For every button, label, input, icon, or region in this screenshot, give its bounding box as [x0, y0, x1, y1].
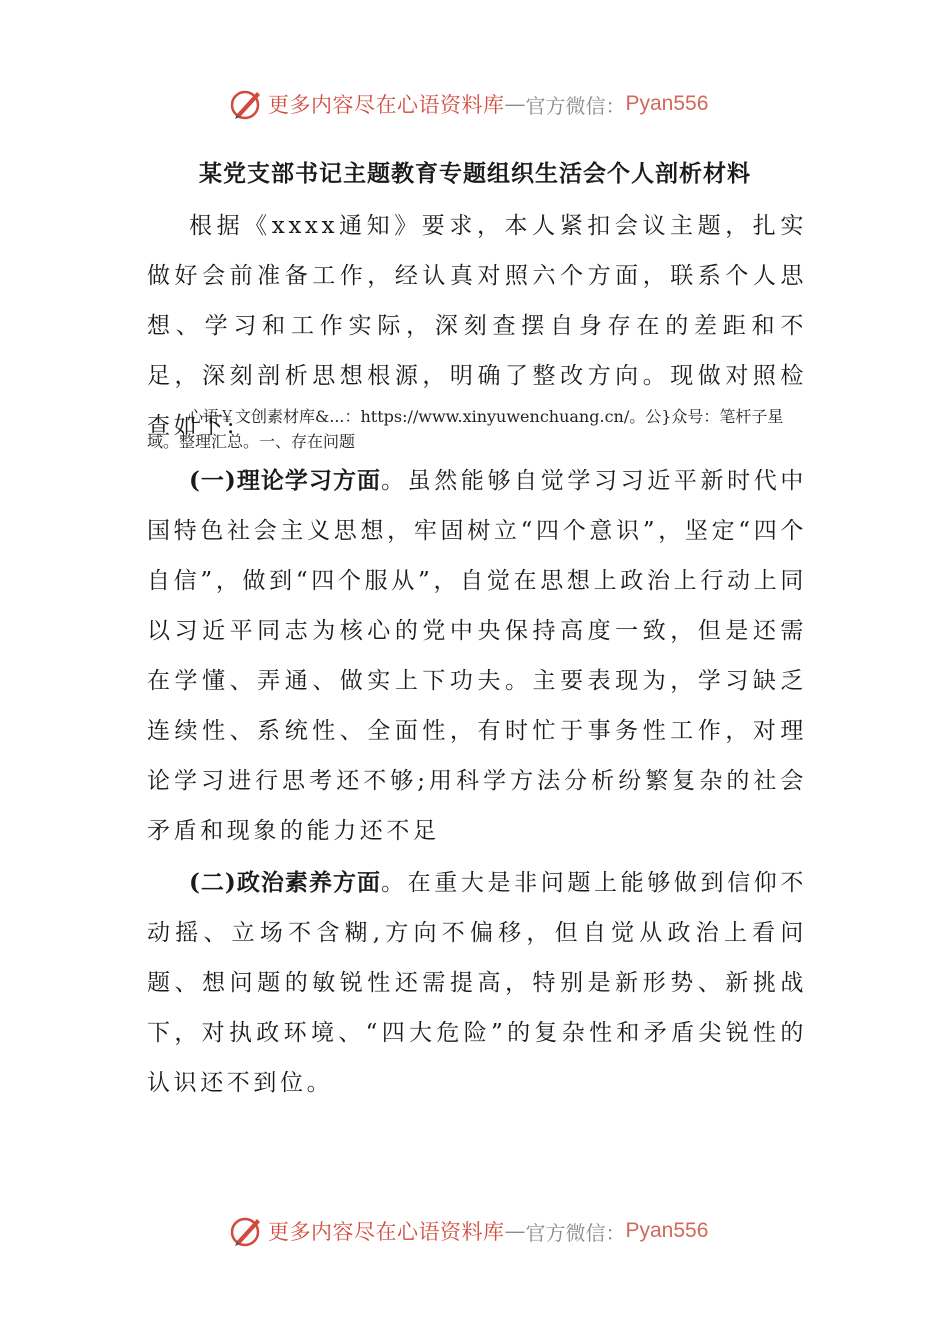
watermark-grey-text: 官方微信： — [525, 93, 626, 118]
footer-watermark — [228, 1213, 708, 1249]
source-note: 心语￥文创素材库&...：https://www.xinyuwenchuang.cn/。公}众号：笔杆子星域。整理汇总。一、存在问题 — [147, 407, 784, 451]
section-heading: (二)政治素养方面 — [189, 869, 381, 896]
watermark-id: Pyan556 — [625, 92, 709, 115]
pen-logo-icon — [228, 86, 264, 122]
watermark-red-text: 更多内容尽在心语资料库 — [268, 93, 505, 117]
watermark-grey-text: 官方微信： — [525, 1220, 626, 1245]
section-body: 。虽然能够自觉学习习近平新时代中国特色社会主义思想，牢固树立“四个意识”，坚定“四个自信”，做到“四个服从”，自觉在思想上政治上行动上同以习近平同志为核心的党中央保持高度一致，但是还需在学懂、弄通、做实上下功夫。主要表现为，学习缺乏连续性、系统性、全面性，有时忙于事务性工作，对理论学习进行思考还不够;用科学方法分析纷繁复杂的社会矛盾和现象的能力还不足 — [147, 468, 807, 844]
intro-paragraph: 根据《xxxx通知》要求，本人紧扣会议主题，扎实做好会前准备工作，经认真对照六个方面，联系个人思想、学习和工作实际，深刻查摆自身存在的差距和不足，深刻剖析思想根源，明确了整改方向。现做对照检查如下: — [147, 213, 807, 439]
watermark-dash: — — [504, 1219, 526, 1243]
section-body: 。在重大是非问题上能够做到信仰不动摇、立场不含糊,方向不偏移，但自觉从政治上看问题、想问题的敏锐性还需提高，特别是新形势、新挑战下，对执政环境、“四大危险”的复杂性和矛盾尖锐性的认识还不到位。 — [147, 870, 807, 1096]
section-political-quality — [147, 858, 807, 1108]
watermark-red-text: 更多内容尽在心语资料库 — [268, 1220, 505, 1244]
document-title: 某党支部书记主题教育专题组织生活会个人剖析材料 — [199, 160, 751, 187]
watermark-dash: — — [504, 92, 526, 116]
pen-logo-icon — [228, 1213, 264, 1249]
section-theory-study — [147, 456, 807, 856]
header-watermark — [228, 86, 708, 122]
section-heading: (一)理论学习方面 — [189, 467, 381, 494]
watermark-id: Pyan556 — [625, 1219, 709, 1242]
